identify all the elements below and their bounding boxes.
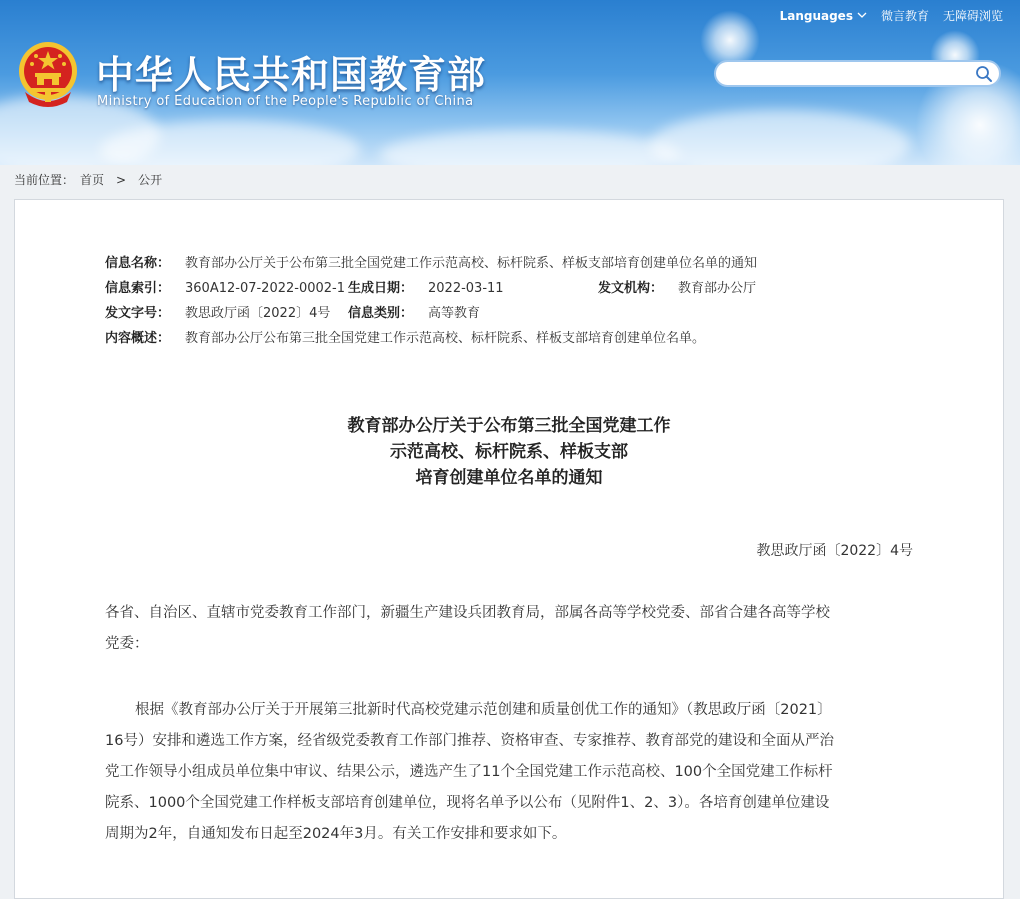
weiyan-link[interactable]: 微言教育: [880, 9, 929, 23]
breadcrumb-prefix: 当前位置：: [14, 173, 75, 187]
cloud-decoration: [650, 110, 910, 165]
content-panel: [14, 199, 1004, 899]
meta-row-name: [105, 251, 757, 276]
languages-label: Languages: [779, 8, 853, 23]
document-title-line: 示范高校、标杆院系、样板支部: [390, 442, 628, 462]
meta-label: 信息索引：: [105, 281, 171, 296]
document-title-line: 教育部办公厅关于公布第三批全国党建工作: [347, 416, 671, 436]
meta-label: 发文机构：: [598, 281, 664, 296]
info-metadata: [105, 251, 757, 351]
languages-dropdown[interactable]: [780, 9, 867, 23]
meta-value: 高等教育: [428, 306, 481, 321]
text-line: 根据《教育部办公厅关于开展第三批新时代高校党建示范创建和质量创优工作的通知》（教思政厅函〔2021〕: [135, 702, 832, 718]
top-links: [780, 7, 1003, 24]
meta-row-docnum: [105, 301, 757, 326]
meta-label: 发文字号：: [105, 306, 171, 321]
meta-value: 教育部办公厅公布第三批全国党建工作示范高校、标杆院系、样板支部培育创建单位名单。: [185, 331, 706, 346]
site-title[interactable]: 中华人民共和国教育部: [96, 53, 487, 97]
search-icon[interactable]: [975, 65, 993, 83]
meta-value: 360A12-07-2022-0002-1: [185, 281, 345, 296]
meta-value: 教育部办公厅关于公布第三批全国党建工作示范高校、标杆院系、样板支部培育创建单位名单的通知: [185, 256, 758, 271]
meta-value: 教思政厅函〔2022〕4号: [185, 306, 331, 321]
meta-value: 2022-03-11: [428, 281, 504, 296]
meta-value: 教育部办公厅: [678, 281, 757, 296]
document-number: 教思政厅函〔2022〕4号: [756, 543, 913, 559]
breadcrumb-separator: >: [116, 172, 127, 187]
meta-label: 内容概述：: [105, 331, 171, 346]
chevron-down-icon: [857, 12, 867, 19]
site-subtitle: Ministry of Education of the People's Republic of China: [97, 94, 474, 109]
text-line: 党委：: [105, 636, 149, 652]
search-box: [714, 60, 1001, 87]
national-emblem-icon[interactable]: [17, 40, 79, 108]
breadcrumb-home[interactable]: 首页: [80, 173, 105, 187]
breadcrumb: [14, 171, 162, 188]
document-title: [15, 413, 1003, 491]
search-input[interactable]: [728, 65, 972, 85]
meta-row-index: [105, 276, 757, 301]
body-paragraph: [105, 695, 915, 850]
document-title-line: 培育创建单位名单的通知: [415, 468, 603, 488]
breadcrumb-current[interactable]: 公开: [138, 173, 163, 187]
cloud-decoration: [380, 130, 680, 165]
text-line: 院系、1000个全国党建工作样板支部培育创建单位，现将名单予以公布（见附件1、2、3）。各培育创建单位建设: [105, 795, 830, 811]
text-line: 周期为2年，自通知发布日起至2024年3月。有关工作安排和要求如下。: [105, 826, 567, 842]
accessibility-link[interactable]: 无障碍浏览: [942, 9, 1003, 23]
meta-row-summary: [105, 326, 757, 351]
text-line: 党工作领导小组成员单位集中审议、结果公示，遴选产生了11个全国党建工作示范高校、100个全国党建工作标杆: [105, 764, 833, 780]
meta-label: 信息类别：: [348, 306, 414, 321]
text-line: 各省、自治区、直辖市党委教育工作部门，新疆生产建设兵团教育局，部属各高等学校党委、部省合建各高等学校: [105, 605, 830, 621]
salutation: [105, 598, 915, 660]
site-header: [0, 0, 1020, 165]
meta-label: 信息名称：: [105, 256, 171, 271]
text-line: 16号）安排和遴选工作方案，经省级党委教育工作部门推荐、资格审查、专家推荐、教育部党的建设和全面从严治: [105, 733, 834, 749]
meta-label: 生成日期：: [348, 281, 414, 296]
